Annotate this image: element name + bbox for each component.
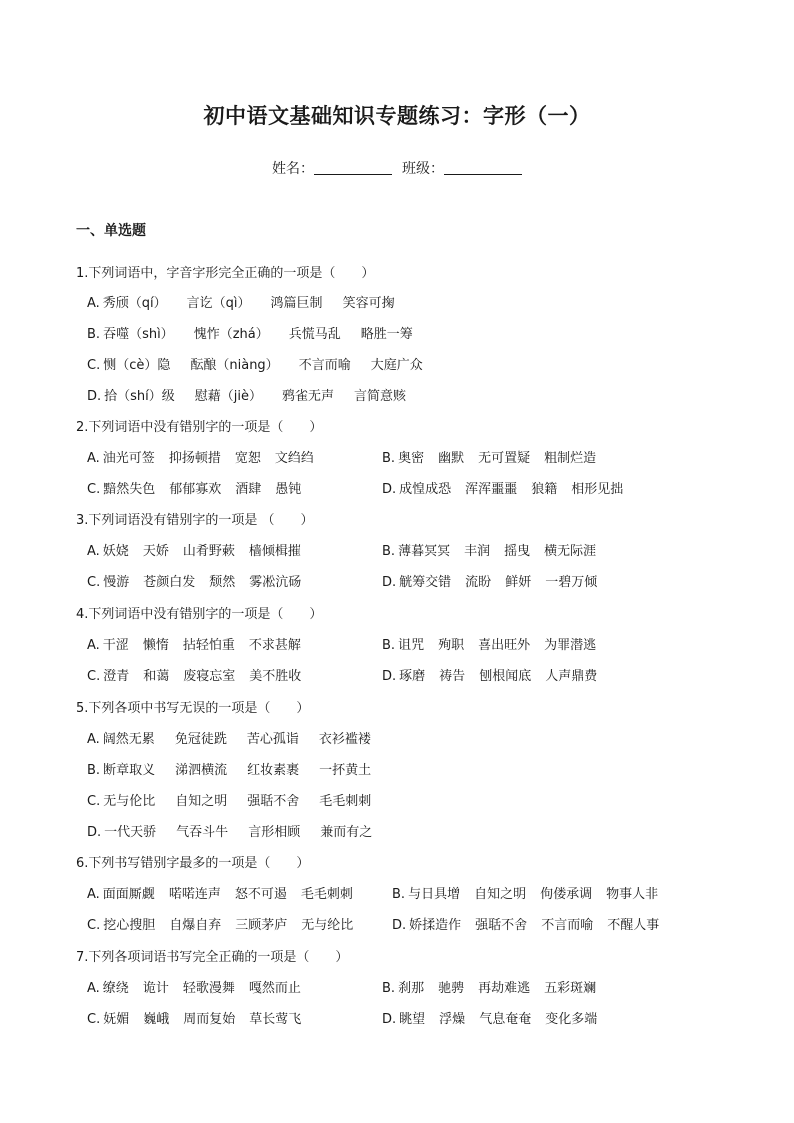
option-row[interactable] — [382, 478, 637, 497]
option-item: 颓然 — [209, 575, 236, 590]
option-letter: D. — [382, 669, 397, 684]
option-row[interactable] — [87, 821, 392, 840]
option-item: 眺望 — [399, 1012, 426, 1027]
option-item: 丰润 — [464, 544, 491, 559]
option-item: 秀颀（qí） — [102, 296, 167, 311]
question-stem: 1.下列词语中，字音字形完全正确的一项是（ ） — [76, 266, 375, 281]
option-item: 略胜一筹 — [360, 327, 413, 342]
option-item: 断章取义 — [103, 763, 156, 778]
option-item: 无与伦比 — [103, 794, 156, 809]
option-item: 喜出旺外 — [478, 638, 531, 653]
option-item: 嘎然而止 — [248, 981, 301, 996]
option-letter: B. — [382, 544, 396, 559]
option-letter: A. — [87, 638, 100, 653]
option-item: 黯然失色 — [103, 482, 156, 497]
option-item: 幽默 — [438, 451, 465, 466]
option-letter: D. — [382, 1012, 397, 1027]
option-item: 人声鼎费 — [545, 669, 598, 684]
option-item: 草长莺飞 — [249, 1012, 302, 1027]
option-item: 诡计 — [142, 981, 169, 996]
class-blank[interactable] — [444, 160, 522, 175]
option-item: 浑浑噩噩 — [465, 482, 518, 497]
option-item: 强聒不舍 — [247, 794, 300, 809]
option-letter: C. — [87, 794, 101, 809]
option-letter: D. — [87, 825, 102, 840]
option-item: 一代天骄 — [104, 825, 157, 840]
option-item: 苦心孤诣 — [246, 732, 299, 747]
option-letter: A. — [87, 451, 100, 466]
option-item: 琢磨 — [399, 669, 426, 684]
option-item: 美不胜收 — [249, 669, 302, 684]
option-item: 愚钝 — [275, 482, 302, 497]
option-item: 澄青 — [103, 669, 130, 684]
option-item: 周而复始 — [183, 1012, 236, 1027]
option-letter: C. — [87, 1012, 101, 1027]
option-item: 气吞斗牛 — [176, 825, 229, 840]
option-row[interactable] — [87, 665, 315, 684]
option-item: 懒惰 — [142, 638, 169, 653]
option-item: 不言而喻 — [541, 918, 594, 933]
option-row[interactable] — [382, 1008, 611, 1027]
option-item: 言简意赅 — [354, 389, 407, 404]
option-item: 狼籍 — [531, 482, 558, 497]
option-item: 粗制烂造 — [544, 451, 597, 466]
option-row[interactable] — [87, 292, 415, 311]
option-item: 衣衫褴褛 — [318, 732, 371, 747]
option-item: 拾（shí）级 — [104, 389, 175, 404]
option-item: 娇揉造作 — [409, 918, 462, 933]
option-row[interactable] — [382, 571, 611, 590]
option-row[interactable] — [87, 1008, 315, 1027]
option-item: 鸦雀无声 — [282, 389, 335, 404]
option-item: 流盼 — [465, 575, 492, 590]
option-item: 强聒不舍 — [475, 918, 528, 933]
option-row[interactable] — [87, 385, 426, 404]
option-row[interactable] — [382, 665, 611, 684]
option-row[interactable] — [87, 634, 315, 653]
option-item: 鲜妍 — [505, 575, 532, 590]
question-stem: 2.下列词语中没有错别字的一项是（ ） — [76, 420, 323, 435]
question-stem: 4.下列词语中没有错别字的一项是（ ） — [76, 607, 323, 622]
option-item: 缭绕 — [102, 981, 129, 996]
option-item: 刹那 — [398, 981, 425, 996]
option-item: 不言而喻 — [298, 358, 351, 373]
option-item: 毛毛刺刺 — [319, 794, 372, 809]
option-item: 浮燥 — [439, 1012, 466, 1027]
option-row[interactable] — [87, 790, 391, 809]
question-stem: 6.下列书写错别字最多的一项是（ ） — [76, 856, 310, 871]
option-letter: C. — [87, 575, 101, 590]
option-row[interactable] — [87, 540, 315, 559]
option-item: 文绉绉 — [274, 451, 314, 466]
option-item: 酒肆 — [235, 482, 262, 497]
option-letter: C. — [87, 918, 101, 933]
option-item: 恻（cè）隐 — [103, 358, 171, 373]
option-letter: B. — [382, 638, 396, 653]
option-item: 成惶成恐 — [399, 482, 452, 497]
option-item: 笑容可掬 — [342, 296, 395, 311]
option-item: 一抔黄土 — [319, 763, 372, 778]
option-item: 干涩 — [102, 638, 129, 653]
option-letter: B. — [87, 763, 101, 778]
option-item: 不醒人事 — [607, 918, 660, 933]
name-label: 姓名： — [272, 161, 314, 177]
option-item: 奥密 — [398, 451, 425, 466]
option-item: 山肴野蔌 — [182, 544, 235, 559]
option-item: 薄暮冥冥 — [398, 544, 451, 559]
option-row[interactable] — [87, 977, 315, 996]
option-item: 气息奄奄 — [479, 1012, 532, 1027]
option-item: 变化多端 — [545, 1012, 598, 1027]
name-blank[interactable] — [314, 160, 392, 175]
option-item: 鸿篇巨制 — [270, 296, 323, 311]
option-item: 喏喏连声 — [168, 887, 221, 902]
option-item: 和蔼 — [143, 669, 170, 684]
option-row[interactable] — [87, 354, 443, 373]
student-info — [0, 158, 794, 178]
option-item: 郁郁寡欢 — [169, 482, 222, 497]
option-item: 殉职 — [438, 638, 465, 653]
option-letter: A. — [87, 887, 100, 902]
option-row[interactable] — [87, 728, 391, 747]
option-item: 佝偻承调 — [540, 887, 593, 902]
option-letter: C. — [87, 669, 101, 684]
option-item: 兵慌马乱 — [288, 327, 341, 342]
option-item: 言讫（qì） — [186, 296, 251, 311]
option-row[interactable] — [382, 634, 610, 653]
section-heading: 一、单选题 — [76, 223, 146, 239]
option-item: 横无际涯 — [544, 544, 597, 559]
option-item: 不求甚解 — [248, 638, 301, 653]
option-item: 为罪潜逃 — [544, 638, 597, 653]
option-item: 免冠徒跣 — [174, 732, 227, 747]
option-item: 宽恕 — [234, 451, 261, 466]
option-item: 抑扬顿措 — [168, 451, 221, 466]
option-letter: D. — [382, 482, 397, 497]
option-item: 红妆素裹 — [247, 763, 300, 778]
option-row[interactable] — [87, 571, 315, 590]
option-item: 废寝忘室 — [183, 669, 236, 684]
option-item: 油光可签 — [102, 451, 155, 466]
name-field[interactable] — [272, 158, 392, 178]
option-item: 巍峨 — [143, 1012, 170, 1027]
option-item: 自知之明 — [474, 887, 527, 902]
option-item: 妩媚 — [103, 1012, 130, 1027]
class-label: 班级： — [402, 161, 444, 177]
option-row[interactable] — [87, 883, 367, 902]
option-item: 言形相顾 — [248, 825, 301, 840]
question-stem: 3.下列词语没有错别字的一项是 （ ） — [76, 513, 314, 528]
option-item: 祷告 — [439, 669, 466, 684]
option-letter: A. — [87, 544, 100, 559]
option-item: 大庭广众 — [370, 358, 423, 373]
option-item: 樯倾楫摧 — [248, 544, 301, 559]
option-item: 慰藉（jiè） — [194, 389, 263, 404]
option-row[interactable] — [87, 914, 367, 933]
option-item: 再劫难逃 — [478, 981, 531, 996]
option-item: 酝酿（niàng） — [190, 358, 279, 373]
option-letter: D. — [87, 389, 102, 404]
option-letter: B. — [87, 327, 101, 342]
option-letter: C. — [87, 482, 101, 497]
option-item: 三顾茅庐 — [235, 918, 288, 933]
option-item: 吞噬（shì） — [103, 327, 174, 342]
option-item: 苍颜白发 — [143, 575, 196, 590]
option-item: 愧怍（zhá） — [193, 327, 269, 342]
option-item: 轻歌漫舞 — [182, 981, 235, 996]
option-item: 觥筹交错 — [399, 575, 452, 590]
option-item: 摇曳 — [504, 544, 531, 559]
option-item: 毛毛刺刺 — [300, 887, 353, 902]
option-item: 相形见拙 — [571, 482, 624, 497]
option-item: 妖娆 — [102, 544, 129, 559]
option-item: 驰骋 — [438, 981, 465, 996]
option-letter: B. — [382, 451, 396, 466]
option-letter: A. — [87, 981, 100, 996]
option-item: 与日具增 — [408, 887, 461, 902]
option-item: 无可置疑 — [478, 451, 531, 466]
option-letter: B. — [392, 887, 406, 902]
option-item: 刨根闻底 — [479, 669, 532, 684]
option-item: 阔然无累 — [102, 732, 155, 747]
option-row[interactable] — [87, 447, 328, 466]
option-row[interactable] — [392, 914, 673, 933]
option-row[interactable] — [87, 323, 433, 342]
option-letter: A. — [87, 732, 100, 747]
option-item: 五彩斑斓 — [544, 981, 597, 996]
option-row[interactable] — [87, 759, 391, 778]
option-letter: C. — [87, 358, 101, 373]
option-letter: B. — [382, 981, 396, 996]
option-letter: D. — [382, 575, 397, 590]
question-stem: 5.下列各项中书写无误的一项是（ ） — [76, 701, 310, 716]
option-item: 天娇 — [142, 544, 169, 559]
option-item: 一碧万倾 — [545, 575, 598, 590]
option-item: 雾凇沆砀 — [249, 575, 302, 590]
option-letter: A. — [87, 296, 100, 311]
option-letter: D. — [392, 918, 407, 933]
option-row[interactable] — [382, 447, 610, 466]
option-item: 慢游 — [103, 575, 130, 590]
option-item: 涕泗横流 — [175, 763, 228, 778]
option-row[interactable] — [87, 478, 315, 497]
option-row[interactable] — [392, 883, 672, 902]
option-item: 怒不可遏 — [234, 887, 287, 902]
option-item: 面面厮觑 — [102, 887, 155, 902]
question-stem: 7.下列各项词语书写完全正确的一项是（ ） — [76, 950, 349, 965]
option-item: 兼而有之 — [320, 825, 373, 840]
page-title: 初中语文基础知识专题练习：字形（一） — [203, 104, 591, 128]
option-item: 物事人非 — [606, 887, 659, 902]
option-item: 无与纶比 — [301, 918, 354, 933]
option-item: 诅咒 — [398, 638, 425, 653]
option-row[interactable] — [382, 540, 610, 559]
class-field[interactable] — [402, 158, 522, 178]
option-item: 自知之明 — [175, 794, 228, 809]
option-row[interactable] — [382, 977, 610, 996]
option-item: 自爆自弃 — [169, 918, 222, 933]
option-item: 拈轻怕重 — [182, 638, 235, 653]
option-item: 挖心搜胆 — [103, 918, 156, 933]
